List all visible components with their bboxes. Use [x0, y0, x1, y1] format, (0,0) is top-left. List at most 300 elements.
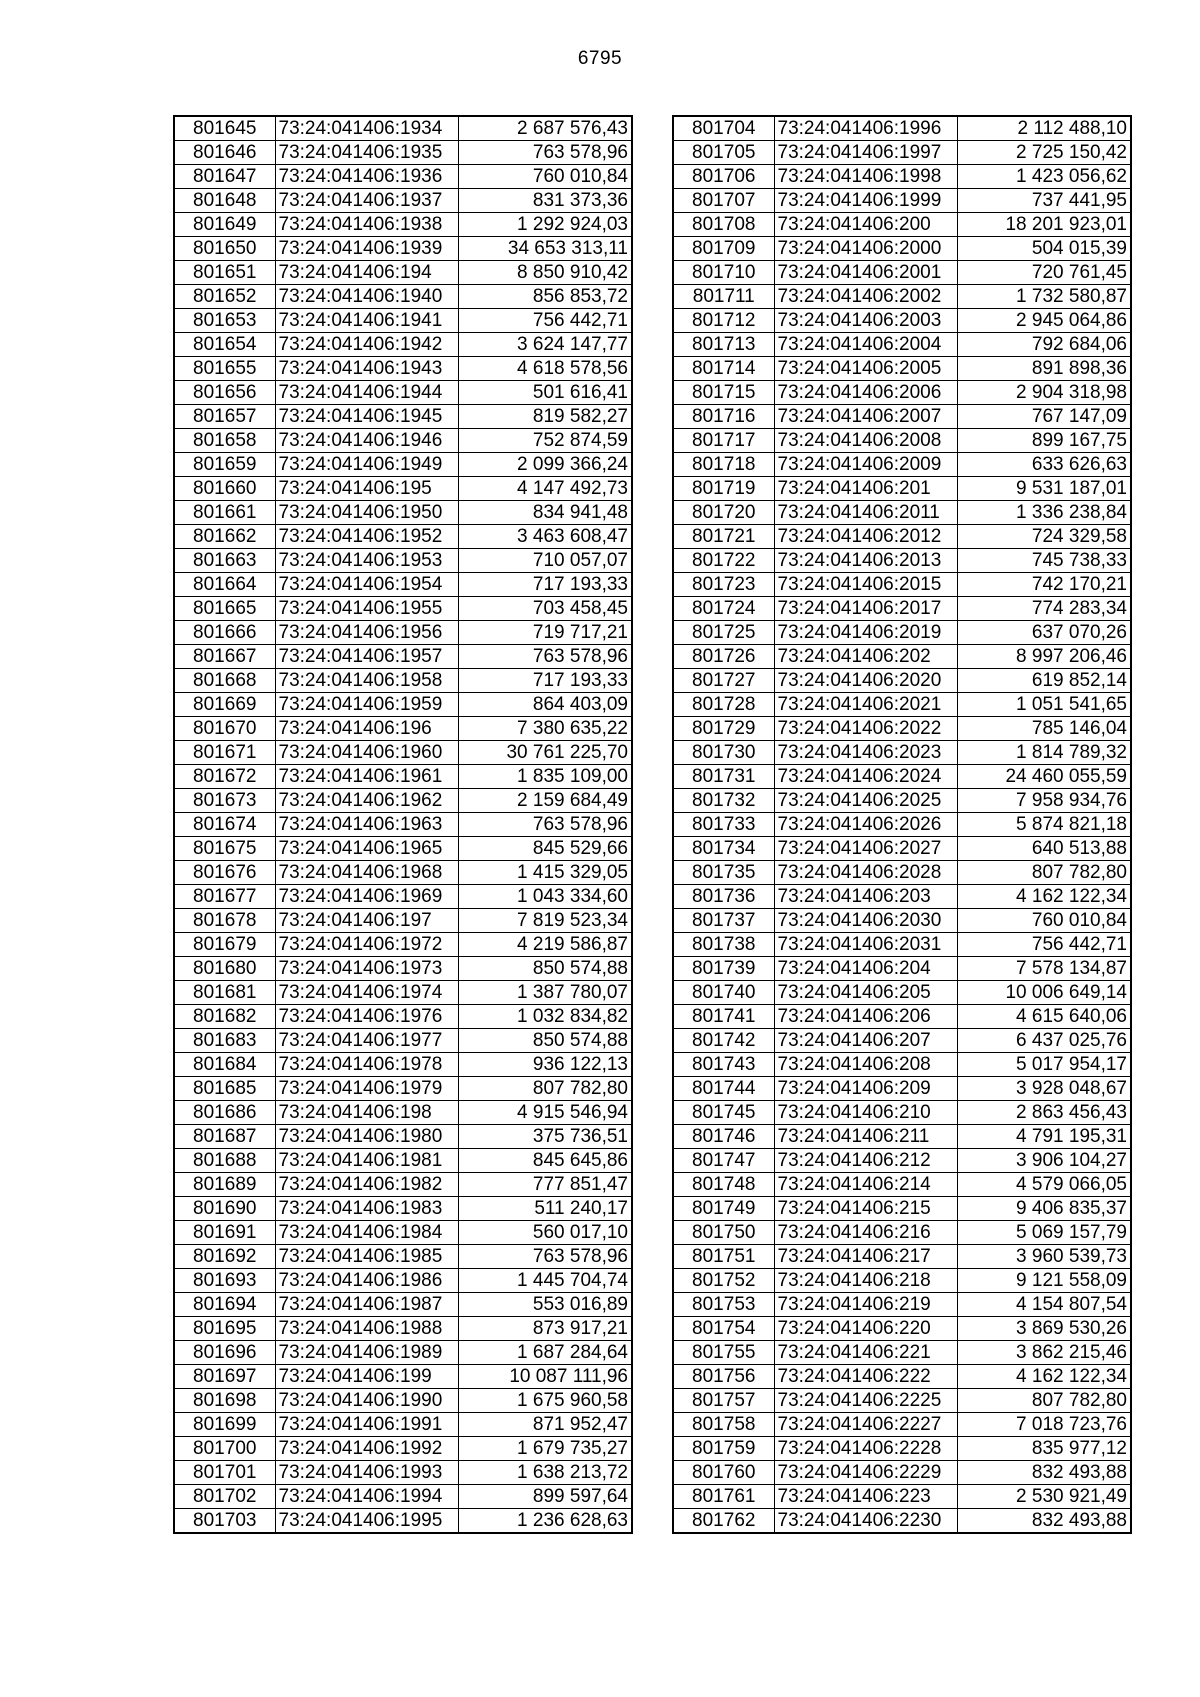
table-row: [174, 1125, 632, 1149]
value-cell: 756 442,71: [458, 309, 632, 333]
value-cell: 850 574,88: [458, 957, 632, 981]
table-row: [174, 525, 632, 549]
cadastral-number-cell: 73:24:041406:1968: [275, 861, 458, 885]
value-cell: 832 493,88: [957, 1509, 1131, 1534]
value-cell: 560 017,10: [458, 1221, 632, 1245]
row-number-cell: 801697: [174, 1365, 275, 1389]
table-row: [673, 621, 1131, 645]
value-cell: 5 874 821,18: [957, 813, 1131, 837]
table-row: [673, 837, 1131, 861]
row-number-cell: 801674: [174, 813, 275, 837]
value-cell: 834 941,48: [458, 501, 632, 525]
table-row: [174, 1341, 632, 1365]
cadastral-number-cell: 73:24:041406:2031: [774, 933, 957, 957]
table-row: [673, 909, 1131, 933]
value-cell: 1 445 704,74: [458, 1269, 632, 1293]
row-number-cell: 801741: [673, 1005, 774, 1029]
table-row: [673, 1293, 1131, 1317]
row-number-cell: 801680: [174, 957, 275, 981]
row-number-cell: 801719: [673, 477, 774, 501]
row-number-cell: 801676: [174, 861, 275, 885]
value-cell: 742 170,21: [957, 573, 1131, 597]
cadastral-number-cell: 73:24:041406:214: [774, 1173, 957, 1197]
table-row: [673, 237, 1131, 261]
cadastral-number-cell: 73:24:041406:197: [275, 909, 458, 933]
table-row: [174, 1245, 632, 1269]
value-cell: 832 493,88: [957, 1461, 1131, 1485]
cadastral-number-cell: 73:24:041406:1949: [275, 453, 458, 477]
table-row: [673, 525, 1131, 549]
table-row: [673, 1125, 1131, 1149]
cadastral-number-cell: 73:24:041406:202: [774, 645, 957, 669]
table-row: [673, 1221, 1131, 1245]
table-row: [174, 309, 632, 333]
cadastral-number-cell: 73:24:041406:1992: [275, 1437, 458, 1461]
row-number-cell: 801699: [174, 1413, 275, 1437]
row-number-cell: 801647: [174, 165, 275, 189]
cadastral-number-cell: 73:24:041406:2015: [774, 573, 957, 597]
value-cell: 619 852,14: [957, 669, 1131, 693]
row-number-cell: 801747: [673, 1149, 774, 1173]
cadastral-number-cell: 73:24:041406:2225: [774, 1389, 957, 1413]
row-number-cell: 801685: [174, 1077, 275, 1101]
cadastral-number-cell: 73:24:041406:1961: [275, 765, 458, 789]
cadastral-number-cell: 73:24:041406:218: [774, 1269, 957, 1293]
table-row: [673, 885, 1131, 909]
row-number-cell: 801734: [673, 837, 774, 861]
cadastral-number-cell: 73:24:041406:2228: [774, 1437, 957, 1461]
value-cell: 873 917,21: [458, 1317, 632, 1341]
cadastral-number-cell: 73:24:041406:1986: [275, 1269, 458, 1293]
cadastral-number-cell: 73:24:041406:1935: [275, 141, 458, 165]
value-cell: 1 687 284,64: [458, 1341, 632, 1365]
row-number-cell: 801671: [174, 741, 275, 765]
value-cell: 1 292 924,03: [458, 213, 632, 237]
value-cell: 9 406 835,37: [957, 1197, 1131, 1221]
value-cell: 763 578,96: [458, 1245, 632, 1269]
cadastral-number-cell: 73:24:041406:1957: [275, 645, 458, 669]
value-cell: 1 638 213,72: [458, 1461, 632, 1485]
value-cell: 3 624 147,77: [458, 333, 632, 357]
cadastral-number-cell: 73:24:041406:1984: [275, 1221, 458, 1245]
value-cell: 1 387 780,07: [458, 981, 632, 1005]
cadastral-number-cell: 73:24:041406:2009: [774, 453, 957, 477]
row-number-cell: 801740: [673, 981, 774, 1005]
row-number-cell: 801754: [673, 1317, 774, 1341]
value-cell: 2 725 150,42: [957, 141, 1131, 165]
table-row: [673, 261, 1131, 285]
row-number-cell: 801743: [673, 1053, 774, 1077]
table-row: [174, 141, 632, 165]
row-number-cell: 801710: [673, 261, 774, 285]
row-number-cell: 801735: [673, 861, 774, 885]
cadastral-number-cell: 73:24:041406:217: [774, 1245, 957, 1269]
row-number-cell: 801669: [174, 693, 275, 717]
value-cell: 5 069 157,79: [957, 1221, 1131, 1245]
table-row: [174, 909, 632, 933]
row-number-cell: 801661: [174, 501, 275, 525]
table-row: [174, 981, 632, 1005]
cadastral-number-cell: 73:24:041406:204: [774, 957, 957, 981]
table-row: [174, 1509, 632, 1534]
table-row: [174, 1221, 632, 1245]
cadastral-number-cell: 73:24:041406:2027: [774, 837, 957, 861]
table-row: [673, 333, 1131, 357]
row-number-cell: 801760: [673, 1461, 774, 1485]
row-number-cell: 801730: [673, 741, 774, 765]
cadastral-number-cell: 73:24:041406:2012: [774, 525, 957, 549]
value-cell: 767 147,09: [957, 405, 1131, 429]
row-number-cell: 801713: [673, 333, 774, 357]
cadastral-number-cell: 73:24:041406:1973: [275, 957, 458, 981]
value-cell: 2 099 366,24: [458, 453, 632, 477]
value-cell: 936 122,13: [458, 1053, 632, 1077]
value-cell: 891 898,36: [957, 357, 1131, 381]
cadastral-number-cell: 73:24:041406:2003: [774, 309, 957, 333]
cadastral-number-cell: 73:24:041406:222: [774, 1365, 957, 1389]
value-cell: 1 732 580,87: [957, 285, 1131, 309]
table-row: [673, 357, 1131, 381]
table-row: [174, 357, 632, 381]
value-cell: 737 441,95: [957, 189, 1131, 213]
cadastral-number-cell: 73:24:041406:1954: [275, 573, 458, 597]
row-number-cell: 801673: [174, 789, 275, 813]
value-cell: 856 853,72: [458, 285, 632, 309]
value-cell: 18 201 923,01: [957, 213, 1131, 237]
row-number-cell: 801693: [174, 1269, 275, 1293]
cadastral-number-cell: 73:24:041406:1938: [275, 213, 458, 237]
table-row: [174, 1101, 632, 1125]
row-number-cell: 801711: [673, 285, 774, 309]
row-number-cell: 801649: [174, 213, 275, 237]
value-cell: 1 814 789,32: [957, 741, 1131, 765]
table-row: [174, 1485, 632, 1509]
cadastral-number-cell: 73:24:041406:1974: [275, 981, 458, 1005]
table-row: [673, 189, 1131, 213]
value-cell: 8 850 910,42: [458, 261, 632, 285]
table-row: [174, 429, 632, 453]
value-cell: 7 578 134,87: [957, 957, 1131, 981]
value-cell: 717 193,33: [458, 669, 632, 693]
table-row: [673, 477, 1131, 501]
cadastral-number-cell: 73:24:041406:2013: [774, 549, 957, 573]
row-number-cell: 801723: [673, 573, 774, 597]
row-number-cell: 801654: [174, 333, 275, 357]
row-number-cell: 801670: [174, 717, 275, 741]
row-number-cell: 801665: [174, 597, 275, 621]
cadastral-number-cell: 73:24:041406:1956: [275, 621, 458, 645]
row-number-cell: 801746: [673, 1125, 774, 1149]
value-cell: 807 782,80: [957, 1389, 1131, 1413]
value-cell: 7 018 723,76: [957, 1413, 1131, 1437]
cadastral-number-cell: 73:24:041406:1998: [774, 165, 957, 189]
cadastral-number-cell: 73:24:041406:2005: [774, 357, 957, 381]
row-number-cell: 801696: [174, 1341, 275, 1365]
row-number-cell: 801761: [673, 1485, 774, 1509]
cadastral-number-cell: 73:24:041406:1939: [275, 237, 458, 261]
value-cell: 785 146,04: [957, 717, 1131, 741]
table-row: [174, 477, 632, 501]
cadastral-number-cell: 73:24:041406:219: [774, 1293, 957, 1317]
cadastral-number-cell: 73:24:041406:196: [275, 717, 458, 741]
value-cell: 835 977,12: [957, 1437, 1131, 1461]
cadastral-number-cell: 73:24:041406:2229: [774, 1461, 957, 1485]
table-row: [673, 861, 1131, 885]
value-cell: 9 531 187,01: [957, 477, 1131, 501]
row-number-cell: 801739: [673, 957, 774, 981]
table-row: [673, 813, 1131, 837]
cadastral-table-right: [672, 115, 1132, 1534]
table-row: [673, 453, 1131, 477]
table-row: [673, 1245, 1131, 1269]
table-row: [174, 597, 632, 621]
row-number-cell: 801721: [673, 525, 774, 549]
row-number-cell: 801714: [673, 357, 774, 381]
table-row: [673, 1365, 1131, 1389]
cadastral-number-cell: 73:24:041406:203: [774, 885, 957, 909]
row-number-cell: 801650: [174, 237, 275, 261]
row-number-cell: 801749: [673, 1197, 774, 1221]
table-row: [174, 405, 632, 429]
table-row: [174, 1293, 632, 1317]
row-number-cell: 801652: [174, 285, 275, 309]
row-number-cell: 801756: [673, 1365, 774, 1389]
value-cell: 2 863 456,43: [957, 1101, 1131, 1125]
table-row: [673, 1317, 1131, 1341]
table-row: [673, 1485, 1131, 1509]
value-cell: 4 219 586,87: [458, 933, 632, 957]
table-row: [174, 213, 632, 237]
value-cell: 3 463 608,47: [458, 525, 632, 549]
table-row: [673, 1509, 1131, 1534]
value-cell: 4 162 122,34: [957, 1365, 1131, 1389]
cadastral-number-cell: 73:24:041406:2019: [774, 621, 957, 645]
table-row: [673, 645, 1131, 669]
value-cell: 850 574,88: [458, 1029, 632, 1053]
value-cell: 717 193,33: [458, 573, 632, 597]
table-row: [673, 669, 1131, 693]
cadastral-number-cell: 73:24:041406:195: [275, 477, 458, 501]
cadastral-number-cell: 73:24:041406:1994: [275, 1485, 458, 1509]
value-cell: 763 578,96: [458, 141, 632, 165]
table-row: [174, 1389, 632, 1413]
value-cell: 375 736,51: [458, 1125, 632, 1149]
row-number-cell: 801715: [673, 381, 774, 405]
table-row: [673, 309, 1131, 333]
value-cell: 5 017 954,17: [957, 1053, 1131, 1077]
table-row: [174, 1149, 632, 1173]
row-number-cell: 801750: [673, 1221, 774, 1245]
cadastral-number-cell: 73:24:041406:1977: [275, 1029, 458, 1053]
row-number-cell: 801705: [673, 141, 774, 165]
table-row: [174, 645, 632, 669]
row-number-cell: 801759: [673, 1437, 774, 1461]
row-number-cell: 801653: [174, 309, 275, 333]
value-cell: 8 997 206,46: [957, 645, 1131, 669]
table-row: [673, 1269, 1131, 1293]
row-number-cell: 801694: [174, 1293, 275, 1317]
cadastral-number-cell: 73:24:041406:1943: [275, 357, 458, 381]
row-number-cell: 801695: [174, 1317, 275, 1341]
cadastral-number-cell: 73:24:041406:215: [774, 1197, 957, 1221]
row-number-cell: 801731: [673, 765, 774, 789]
cadastral-number-cell: 73:24:041406:1962: [275, 789, 458, 813]
row-number-cell: 801738: [673, 933, 774, 957]
value-cell: 864 403,09: [458, 693, 632, 717]
cadastral-number-cell: 73:24:041406:223: [774, 1485, 957, 1509]
table-row: [174, 789, 632, 813]
cadastral-number-cell: 73:24:041406:2001: [774, 261, 957, 285]
row-number-cell: 801701: [174, 1461, 275, 1485]
cadastral-number-cell: 73:24:041406:2230: [774, 1509, 957, 1534]
row-number-cell: 801703: [174, 1509, 275, 1534]
value-cell: 553 016,89: [458, 1293, 632, 1317]
value-cell: 760 010,84: [957, 909, 1131, 933]
value-cell: 710 057,07: [458, 549, 632, 573]
value-cell: 831 373,36: [458, 189, 632, 213]
cadastral-number-cell: 73:24:041406:1997: [774, 141, 957, 165]
table-row: [174, 1269, 632, 1293]
cadastral-number-cell: 73:24:041406:1940: [275, 285, 458, 309]
table-row: [673, 1341, 1131, 1365]
cadastral-table-left: [173, 115, 633, 1534]
row-number-cell: 801722: [673, 549, 774, 573]
cadastral-number-cell: 73:24:041406:1988: [275, 1317, 458, 1341]
table-row: [673, 429, 1131, 453]
row-number-cell: 801687: [174, 1125, 275, 1149]
table-row: [673, 1173, 1131, 1197]
row-number-cell: 801725: [673, 621, 774, 645]
cadastral-number-cell: 73:24:041406:2025: [774, 789, 957, 813]
table-row: [174, 116, 632, 141]
cadastral-number-cell: 73:24:041406:2004: [774, 333, 957, 357]
cadastral-number-cell: 73:24:041406:1963: [275, 813, 458, 837]
table-row: [673, 597, 1131, 621]
table-row: [174, 621, 632, 645]
row-number-cell: 801672: [174, 765, 275, 789]
table-row: [673, 1077, 1131, 1101]
row-number-cell: 801677: [174, 885, 275, 909]
cadastral-number-cell: 73:24:041406:207: [774, 1029, 957, 1053]
value-cell: 3 960 539,73: [957, 1245, 1131, 1269]
row-number-cell: 801663: [174, 549, 275, 573]
value-cell: 2 904 318,98: [957, 381, 1131, 405]
table-row: [174, 1005, 632, 1029]
row-number-cell: 801690: [174, 1197, 275, 1221]
value-cell: 501 616,41: [458, 381, 632, 405]
cadastral-number-cell: 73:24:041406:1936: [275, 165, 458, 189]
row-number-cell: 801691: [174, 1221, 275, 1245]
row-number-cell: 801728: [673, 693, 774, 717]
row-number-cell: 801712: [673, 309, 774, 333]
value-cell: 34 653 313,11: [458, 237, 632, 261]
value-cell: 777 851,47: [458, 1173, 632, 1197]
row-number-cell: 801645: [174, 116, 275, 141]
value-cell: 807 782,80: [957, 861, 1131, 885]
cadastral-number-cell: 73:24:041406:1934: [275, 116, 458, 141]
value-cell: 752 874,59: [458, 429, 632, 453]
value-cell: 1 415 329,05: [458, 861, 632, 885]
row-number-cell: 801702: [174, 1485, 275, 1509]
value-cell: 1 336 238,84: [957, 501, 1131, 525]
value-cell: 7 958 934,76: [957, 789, 1131, 813]
page-number: 6795: [577, 48, 623, 69]
value-cell: 2 945 064,86: [957, 309, 1131, 333]
cadastral-number-cell: 73:24:041406:2227: [774, 1413, 957, 1437]
cadastral-number-cell: 73:24:041406:1999: [774, 189, 957, 213]
row-number-cell: 801751: [673, 1245, 774, 1269]
cadastral-number-cell: 73:24:041406:2006: [774, 381, 957, 405]
table-row: [673, 165, 1131, 189]
value-cell: 1 679 735,27: [458, 1437, 632, 1461]
cadastral-number-cell: 73:24:041406:1976: [275, 1005, 458, 1029]
value-cell: 845 529,66: [458, 837, 632, 861]
cadastral-number-cell: 73:24:041406:1937: [275, 189, 458, 213]
row-number-cell: 801733: [673, 813, 774, 837]
cadastral-number-cell: 73:24:041406:1978: [275, 1053, 458, 1077]
value-cell: 4 615 640,06: [957, 1005, 1131, 1029]
value-cell: 720 761,45: [957, 261, 1131, 285]
table-row: [174, 669, 632, 693]
cadastral-number-cell: 73:24:041406:2024: [774, 765, 957, 789]
cadastral-number-cell: 73:24:041406:1982: [275, 1173, 458, 1197]
cadastral-number-cell: 73:24:041406:221: [774, 1341, 957, 1365]
value-cell: 1 675 960,58: [458, 1389, 632, 1413]
row-number-cell: 801686: [174, 1101, 275, 1125]
value-cell: 1 032 834,82: [458, 1005, 632, 1029]
cadastral-number-cell: 73:24:041406:198: [275, 1101, 458, 1125]
row-number-cell: 801757: [673, 1389, 774, 1413]
table-row: [673, 116, 1131, 141]
value-cell: 7 380 635,22: [458, 717, 632, 741]
cadastral-number-cell: 73:24:041406:1952: [275, 525, 458, 549]
value-cell: 845 645,86: [458, 1149, 632, 1173]
row-number-cell: 801720: [673, 501, 774, 525]
table-row: [174, 501, 632, 525]
table-row: [174, 189, 632, 213]
cadastral-number-cell: 73:24:041406:2020: [774, 669, 957, 693]
row-number-cell: 801709: [673, 237, 774, 261]
value-cell: 4 915 546,94: [458, 1101, 632, 1125]
value-cell: 1 835 109,00: [458, 765, 632, 789]
table-row: [174, 1413, 632, 1437]
table-row: [174, 237, 632, 261]
table-row: [174, 261, 632, 285]
row-number-cell: 801716: [673, 405, 774, 429]
table-row: [174, 333, 632, 357]
value-cell: 633 626,63: [957, 453, 1131, 477]
cadastral-number-cell: 73:24:041406:206: [774, 1005, 957, 1029]
cadastral-number-cell: 73:24:041406:220: [774, 1317, 957, 1341]
cadastral-number-cell: 73:24:041406:205: [774, 981, 957, 1005]
value-cell: 899 597,64: [458, 1485, 632, 1509]
cadastral-number-cell: 73:24:041406:1980: [275, 1125, 458, 1149]
row-number-cell: 801724: [673, 597, 774, 621]
row-number-cell: 801736: [673, 885, 774, 909]
row-number-cell: 801659: [174, 453, 275, 477]
table-row: [174, 933, 632, 957]
row-number-cell: 801651: [174, 261, 275, 285]
value-cell: 763 578,96: [458, 645, 632, 669]
cadastral-number-cell: 73:24:041406:1987: [275, 1293, 458, 1317]
table-row: [174, 285, 632, 309]
value-cell: 774 283,34: [957, 597, 1131, 621]
row-number-cell: 801727: [673, 669, 774, 693]
cadastral-number-cell: 73:24:041406:1979: [275, 1077, 458, 1101]
table-row: [673, 285, 1131, 309]
value-cell: 640 513,88: [957, 837, 1131, 861]
row-number-cell: 801679: [174, 933, 275, 957]
